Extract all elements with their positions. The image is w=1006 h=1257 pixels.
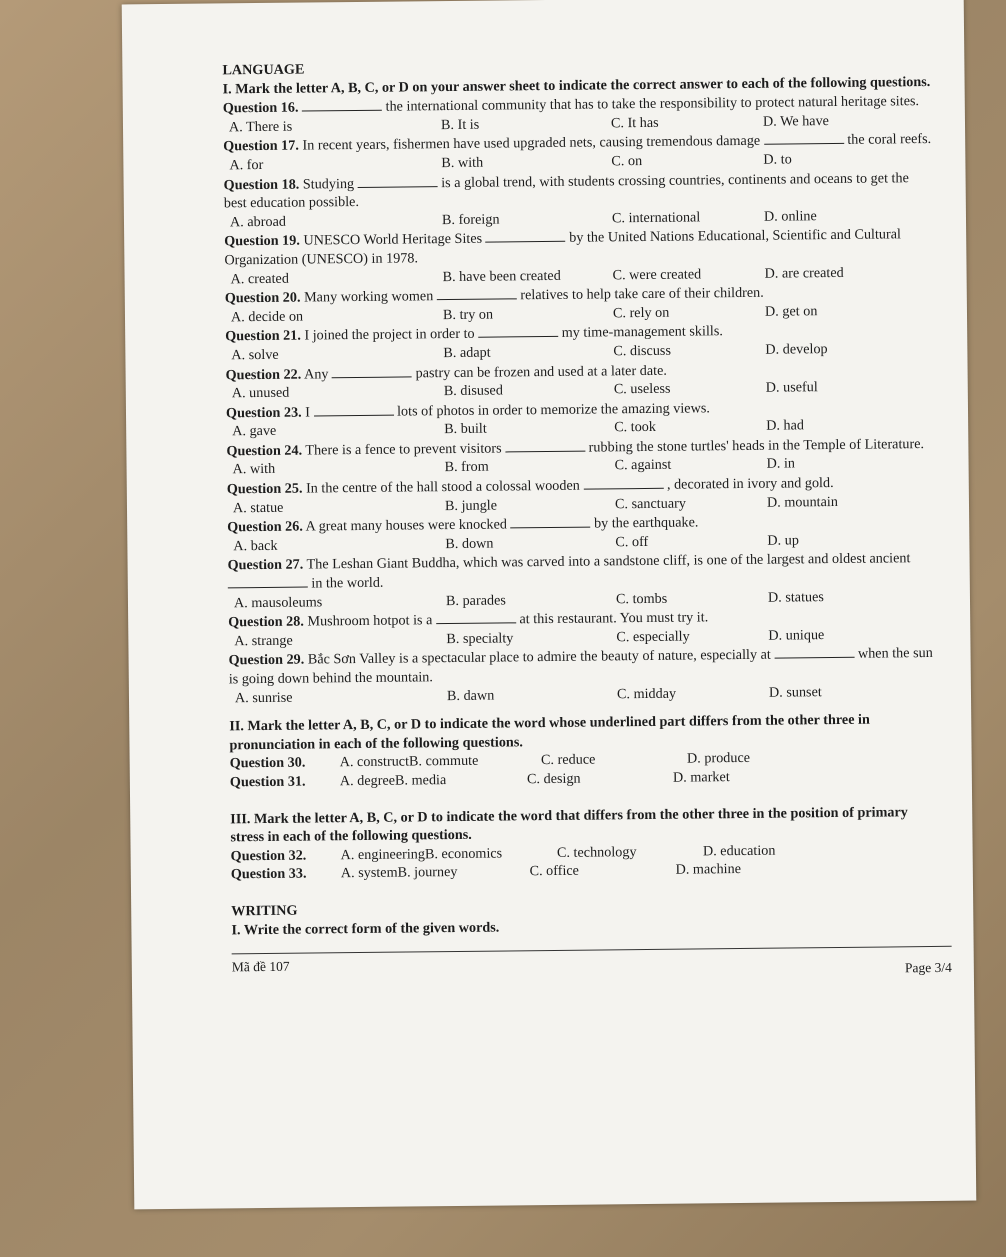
answer-option[interactable]: D. market [672,769,730,786]
question-label: Question 29. [228,651,305,669]
question-label: Question 30. [229,754,306,772]
answer-blank [332,364,412,378]
question-post-text: my time-management skills. [561,323,723,342]
answer-option[interactable]: C. design [526,770,581,788]
answer-option[interactable]: D. to [763,151,792,168]
question-post-text: at this restaurant. You must try it. [519,609,709,628]
answer-option[interactable]: D. useful [765,379,818,396]
answer-option[interactable]: B. It is [440,116,480,133]
exam-content [222,54,952,985]
answer-blank [436,611,516,625]
question-pre-text: Bắc Sơn Valley is a spectacular place to admire the beauty of nature, especially at [307,647,771,668]
question-item [228,644,939,707]
answer-option[interactable]: D. sunset [768,683,822,701]
answer-blank [228,575,308,589]
question-item [224,169,935,232]
question-post-text: in the world. [311,574,384,592]
page-number: Page 3/4 [904,959,952,976]
answer-option[interactable]: C. especially [616,628,690,646]
question-item [225,282,935,327]
answer-option[interactable]: A. abroad [229,213,287,231]
answer-option[interactable]: A. for [229,156,264,174]
answer-option[interactable]: D. in [766,455,796,473]
answer-option[interactable]: B. have been created [442,267,561,285]
answer-option[interactable]: A. There is [228,118,293,136]
question-label: Question 27. [227,557,304,574]
question-pre-text: In the centre of the hall stood a colossal wooden [305,477,580,497]
answer-option[interactable]: A. construct [339,753,410,771]
answer-option[interactable]: A. sunrise [234,689,293,706]
question-pre-text: UNESCO World Heritage Sites [303,231,483,249]
answer-option[interactable]: D. get on [764,302,818,320]
answer-blank [510,515,590,529]
question-post-text: the coral reefs. [847,131,932,149]
part2-heading: II. Mark the letter A, B, C, or D to indicate the word whose underlined part differs from the other three in pronunciation in each of the following questions. [229,711,870,754]
answer-option[interactable]: D. up [767,532,799,549]
question-label: Question 19. [224,232,300,250]
question-label: Question 20. [224,289,301,307]
answer-blank [764,131,844,145]
answer-option[interactable]: C. technology [556,843,637,861]
answer-blank [583,476,663,490]
answer-option[interactable]: C. were created [612,265,702,283]
question-post-text: is a global trend, with students crossing countries, continents and oceans to get the best education possible. [223,169,909,212]
answer-option[interactable]: A. decide on [230,308,304,326]
answer-option[interactable]: C. midday [616,685,677,702]
answer-option[interactable]: D. develop [765,340,828,358]
part1-heading: I. Mark the letter A, B, C, or D on your answer sheet to indicate the correct answer to each of the following questions. [222,73,931,97]
answer-option[interactable]: B. specialty [446,630,514,647]
answer-option[interactable]: B. with [441,154,484,172]
answer-option[interactable]: B. from [444,459,489,476]
question-label: Question 31. [229,773,306,791]
answer-option[interactable]: A. gave [232,423,277,440]
question-post-text: pastry can be frozen and used at a later date. [415,362,667,381]
answer-option[interactable]: C. took [614,419,657,436]
answer-option[interactable]: C. office [529,863,580,880]
answer-option[interactable]: C. against [614,457,672,474]
answer-option[interactable]: D. had [766,417,805,434]
answer-option[interactable]: C. It has [610,114,659,132]
answer-option[interactable]: B. parades [445,592,506,609]
answer-option[interactable]: C. useless [613,380,671,398]
question-label: Question 22. [225,366,302,383]
answer-option[interactable]: C. reduce [540,751,596,769]
question-item [224,225,935,288]
question-item [226,435,936,480]
question-post-text: the international community that has to take the responsibility to protect natural heritage sites. [385,93,920,115]
answer-option[interactable]: B. try on [442,306,494,323]
answer-option[interactable]: A. unused [231,384,290,402]
answer-option[interactable]: A. created [230,270,289,287]
question-pre-text: The Leshan Giant Buddha, which was carved into a sandstone cliff, is one of the largest and oldest ancient [306,550,911,573]
question-label: Question 23. [225,404,302,422]
exam-paper [122,0,977,1209]
answer-blank [313,402,393,416]
answer-option[interactable]: A. system [340,864,398,882]
question-pre-text: There is a fence to prevent visitors [305,440,502,459]
question-pre-text: I joined the project in order to [304,326,475,344]
question-pre-text: Mushroom hotpot is a [307,612,433,630]
answer-option[interactable]: A. statue [232,499,284,516]
question-post-text: by the United Nations Educational, Scientific and Cultural Organization (UNESCO) in 1978. [224,226,902,269]
question-label: Question 26. [227,518,303,536]
answer-option[interactable]: A. strange [234,632,293,650]
question-pre-text: I [305,404,311,421]
answer-option[interactable]: B. built [444,420,487,438]
answer-option[interactable]: B. foreign [441,211,500,228]
answer-blank [358,174,438,188]
answer-option[interactable]: B. down [445,535,494,552]
answer-option[interactable]: A. engineering [340,846,426,863]
answer-option[interactable]: A. degree [339,772,396,790]
answer-option[interactable]: B. jungle [444,497,498,514]
question-post-text: lots of photos in order to memorize the amazing views. [396,399,710,420]
answer-option[interactable]: C. on [611,152,643,170]
pronunciation-list [230,747,940,792]
question-pre-text: Studying [302,175,355,193]
mcq-list [223,92,939,707]
answer-option[interactable]: C. tombs [615,590,668,607]
question-item [223,130,933,175]
question-post-text: relatives to help take care of their children. [520,284,764,304]
question-label: Question 18. [223,176,300,193]
question-item [227,511,937,556]
answer-option[interactable]: A. with [232,461,276,478]
answer-option[interactable]: B. commute [408,753,479,770]
question-item [223,92,933,137]
answer-option[interactable]: B. economics [424,845,503,863]
answer-blank [774,645,854,659]
question-pre-text: Many working women [303,288,434,306]
answer-option[interactable]: D. statues [767,588,825,606]
answer-blank [437,286,517,300]
question-pre-text: Any [303,365,329,383]
answer-option[interactable]: D. produce [686,750,751,767]
question-label: Question 28. [228,613,304,631]
question-label: Question 17. [223,137,299,155]
question-post-text: rubbing the stone turtles' heads in the Temple of Literature. [588,435,925,456]
writing-part1-heading: I. Write the correct form of the given words. [231,919,500,938]
answer-option[interactable]: C. sanctuary [614,495,686,512]
question-label: Question 25. [226,480,303,498]
question-post-text: by the earthquake. [593,514,699,532]
question-item [228,606,938,651]
question-label: Question 21. [225,327,301,345]
question-post-text: when the sun is going down behind the mountain. [228,645,933,688]
question-label: Question 33. [230,865,307,883]
question-item [226,397,936,442]
question-item [227,473,937,518]
question-post-text: , decorated in ivory and gold. [666,475,834,493]
answer-option[interactable]: D. machine [675,861,742,879]
answer-option[interactable]: D. We have [762,112,830,130]
answer-blank [302,98,382,112]
answer-option[interactable]: B. dawn [446,687,495,704]
answer-option[interactable]: A. solve [231,346,279,364]
stress-list [231,840,941,885]
question-pre-text: In recent years, fishermen have used upgraded nets, causing tremendous damage [302,133,761,154]
question-label: Question 24. [226,442,303,460]
answer-option[interactable]: C. rely on [612,304,670,322]
answer-option[interactable]: C. discuss [613,342,671,360]
page-footer [232,951,952,985]
answer-option[interactable]: B. disused [443,382,503,400]
answer-option[interactable]: D. mountain [766,493,838,511]
section-title: LANGUAGE [222,61,305,79]
answer-blank [478,324,558,338]
question-label: Question 16. [222,99,299,117]
answer-option[interactable]: D. are created [764,264,844,282]
answer-option[interactable]: C. international [611,209,701,227]
answer-blank [505,438,585,452]
question-item [228,549,939,612]
answer-option[interactable]: A. mausoleums [233,593,323,611]
part3-heading: III. Mark the letter A, B, C, or D to indicate the word that differs from the other three in the position of primary stress in each of the following questions. [230,803,908,846]
answer-option[interactable]: C. off [615,533,649,551]
answer-option[interactable]: B. journey [397,864,458,881]
answer-option[interactable]: B. media [394,772,447,789]
answer-option[interactable]: A. back [233,537,278,555]
answer-option[interactable]: D. unique [768,626,825,644]
exam-code: Mã đề 107 [231,958,290,975]
question-item [226,358,936,403]
question-pre-text: A great many houses were knocked [305,516,508,535]
answer-blank [486,229,566,243]
answer-option[interactable]: D. education [702,842,776,860]
writing-title: WRITING [231,902,298,920]
answer-option[interactable]: D. online [763,207,817,225]
question-item [225,320,935,365]
question-label: Question 32. [230,847,307,865]
answer-option[interactable]: B. adapt [443,344,491,361]
